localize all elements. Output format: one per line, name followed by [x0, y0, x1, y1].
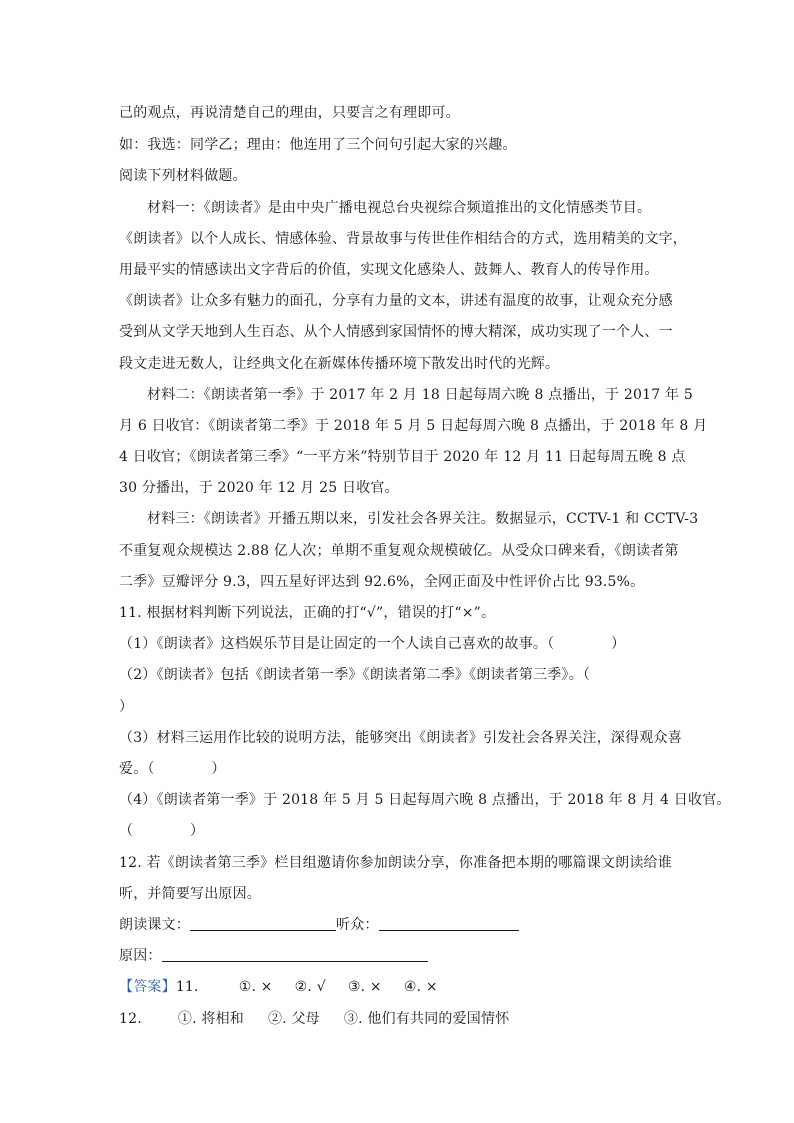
answer-item: ②. √ — [294, 979, 326, 995]
answer-item: ①. × — [238, 979, 273, 995]
material1-line: 用最平实的情感读出文字背后的价值，实现文化感染人、鼓舞人、教育人的传导作用。 — [119, 262, 659, 278]
answer-q12-number: 12. — [119, 1011, 142, 1027]
material3-line: 二季》豆瓣评分 9.3，四五星好评达到 92.6%，全网正面及中性评价占比 93.5%。 — [119, 574, 645, 590]
q11-item-2: （2）《朗读者》包括《朗读者第一季》《朗读者第二季》《朗读者第三季》。（ — [119, 667, 591, 683]
answer-item: ③. 他们有共同的爱国情怀 — [343, 1011, 510, 1027]
material2-line: 30 分播出，于 2020 年 12 月 25 日收官。 — [119, 480, 399, 496]
q11-item-2-close: ） — [119, 699, 134, 715]
reason-blank[interactable] — [162, 947, 428, 962]
material3-line: 材料三：《朗读者》开播五期以来，引发社会各界关注。数据显示，CCTV-1 和 CCTV-3 — [147, 511, 699, 527]
answer-line-1 — [119, 978, 438, 996]
answer-item: ②. 父母 — [267, 1011, 320, 1027]
q11-item-4-cont: （ ） — [119, 823, 205, 839]
material3-line: 不重复观众规模达 2.88 亿人次；单期不重复观众规模破亿。从受众口碑来看，《朗读者第 — [119, 543, 679, 559]
q12-fill-line-2 — [119, 947, 428, 965]
intro-line-3: 阅读下列材料做题。 — [119, 168, 247, 184]
audience-label: 听众： — [336, 917, 379, 933]
material1-line: 《朗读者》以个人成长、情感体验、背景故事与传世佳作相结合的方式，选用精美的文字， — [119, 231, 687, 247]
material1-line: 受到从文学天地到人生百态、从个人情感到家国情怀的博大精深，成功实现了一个人、一 — [119, 324, 673, 340]
answer-tag: 【答案】 — [119, 979, 176, 995]
material2-line: 月 6 日收官：《朗读者第二季》于 2018 年 5 月 5 日起每周六晚 8 点播出，于 2018 年 8 月 — [119, 418, 708, 434]
material1-line: 材料一：《朗读者》是由中央广播电视总台央视综合频道推出的文化情感类节目。 — [147, 200, 652, 216]
answer-item: ①. 将相和 — [177, 1011, 244, 1027]
answer-line-2 — [119, 1010, 509, 1028]
material1-line: 《朗读者》让众多有魅力的面孔，分享有力量的文本，讲述有温度的故事，让观众充分感 — [119, 293, 673, 309]
q11-stem: 11. 根据材料判断下列说法，正确的打“√”，错误的打“×”。 — [119, 605, 496, 621]
q12-fill-line-1 — [119, 916, 519, 934]
q11-item-3-cont: 爱。（ ） — [119, 761, 226, 777]
material2-line: 材料二：《朗读者第一季》于 2017 年 2 月 18 日起每周六晚 8 点播出，于 2017 年 5 — [147, 387, 693, 403]
text-label: 朗读课文： — [119, 917, 190, 933]
material1-line: 段文走进无数人，让经典文化在新媒体传播环境下散发出时代的光辉。 — [119, 356, 560, 372]
q12-stem-2: 听，并简要写出原因。 — [119, 886, 261, 902]
q11-item-4: （4）《朗读者第一季》于 2018 年 5 月 5 日起每周六晚 8 点播出，于 2018 年 8 月 4 日收官。 — [119, 792, 731, 808]
intro-line-2: 如：我选：同学乙；理由：他连用了三个问句引起大家的兴趣。 — [119, 137, 517, 153]
answer-item: ③. × — [347, 979, 382, 995]
intro-line-1: 己的观点，再说清楚自己的理由，只要言之有理即可。 — [119, 105, 460, 121]
reason-label: 原因： — [119, 948, 162, 964]
answer-q11-number: 11. — [175, 979, 199, 995]
text-blank[interactable] — [190, 916, 336, 931]
audience-blank[interactable] — [379, 916, 519, 931]
q11-item-3: （3）材料三运用作比较的说明方法，能够突出《朗读者》引发社会各界关注，深得观众喜 — [119, 730, 682, 746]
answer-item: ④. × — [403, 979, 438, 995]
q12-stem-1: 12. 若《朗读者第三季》栏目组邀请你参加朗读分享，你准备把本期的哪篇课文朗读给谁 — [119, 855, 672, 871]
material2-line: 4 日收官；《朗读者第三季》“一平方米”特别节目于 2020 年 12 月 11 日起每周五晚 8 点 — [119, 449, 686, 465]
q11-item-1: （1）《朗读者》这档娱乐节目是让固定的一个人读自己喜欢的故事。（ ） — [119, 636, 626, 652]
